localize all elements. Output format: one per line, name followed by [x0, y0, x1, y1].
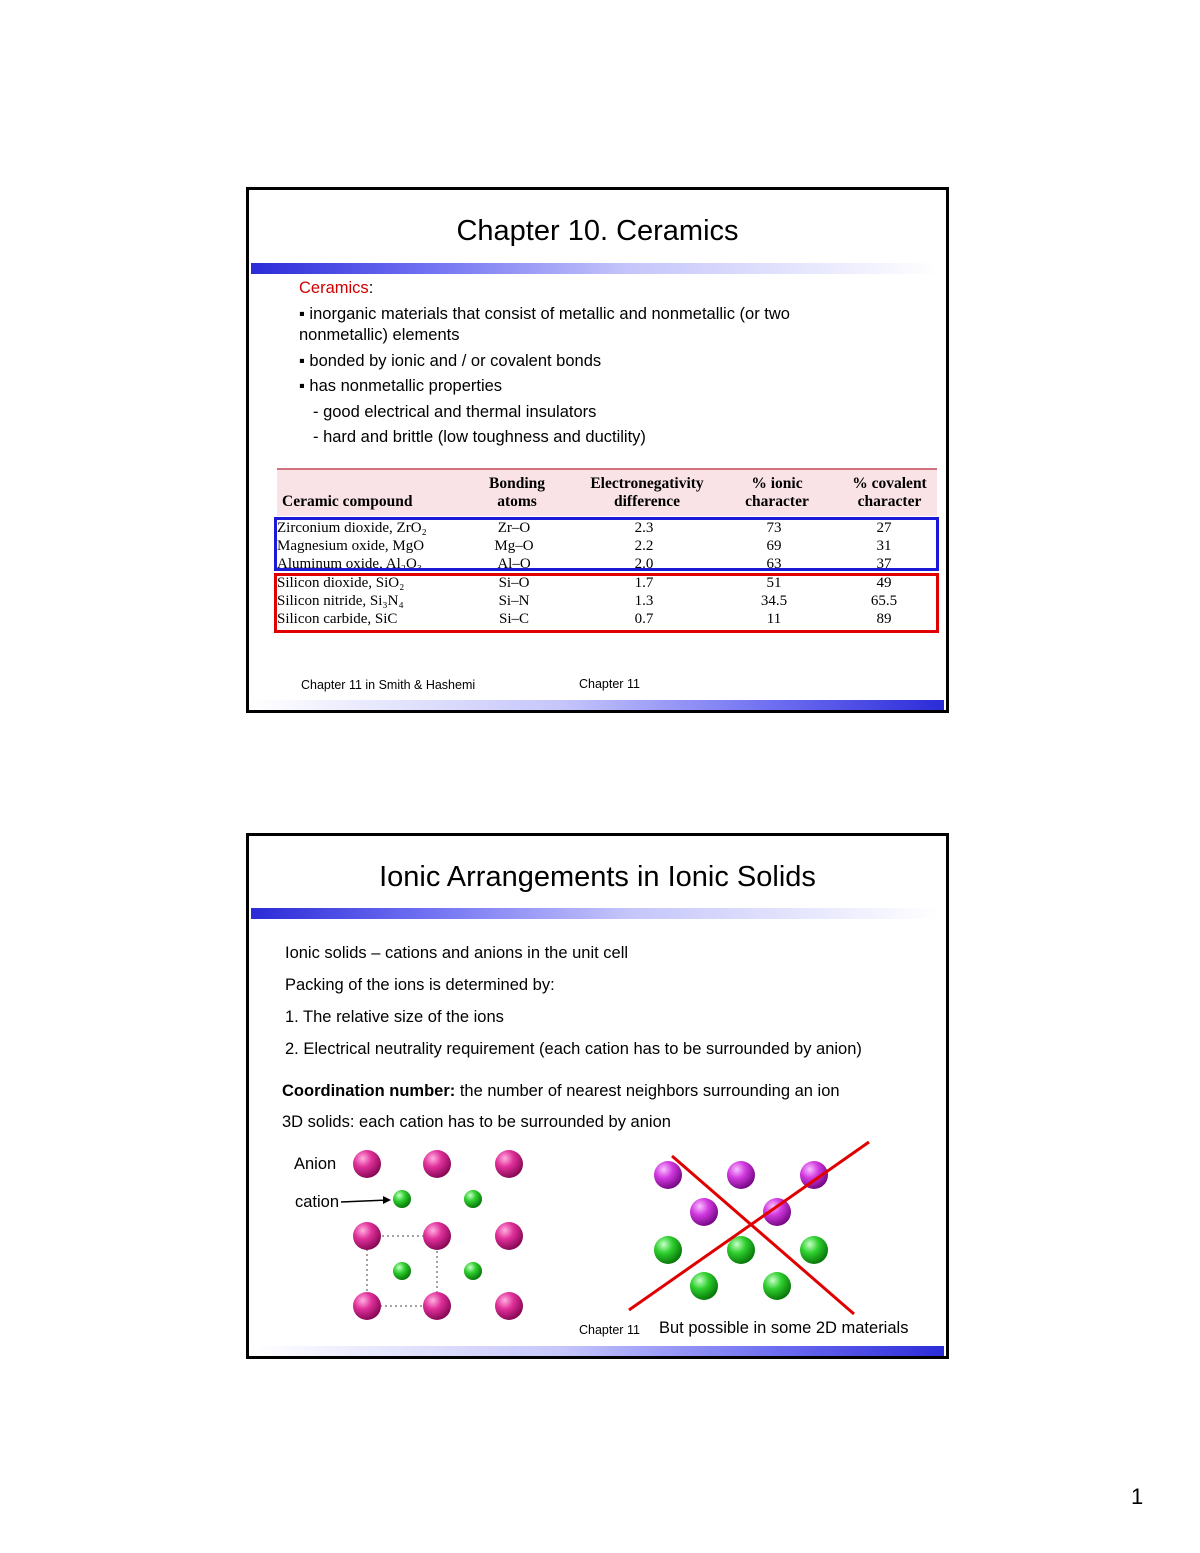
cation-sphere: [464, 1262, 482, 1280]
text-line: Ionic solids – cations and anions in the unit cell: [285, 944, 629, 962]
definition-heading: Ceramics:: [299, 279, 374, 297]
ceramics-definition: [299, 276, 790, 451]
anion-sphere: [654, 1161, 682, 1189]
anion-sphere: [727, 1161, 755, 1189]
table-row: Silicon carbide, SiC Si–C 0.7 11 89: [277, 611, 892, 627]
footer-chapter: Chapter 11: [579, 1323, 640, 1337]
header-electronegativity: Electronegativity: [590, 475, 704, 492]
anion-label: Anion: [294, 1155, 337, 1173]
title-underline-bar: [251, 263, 938, 274]
header-ionic: % ionic: [751, 475, 803, 492]
table-row: Magnesium oxide, MgO Mg–O 2.2 69 31: [277, 538, 892, 554]
page-number: 1: [1131, 1484, 1144, 1509]
cation-sphere: [763, 1272, 791, 1300]
header-difference: difference: [614, 493, 680, 510]
anion-sphere: [423, 1222, 451, 1250]
slide-title: Chapter 10. Ceramics: [456, 215, 739, 247]
cation-sphere: [464, 1190, 482, 1208]
text-line: Packing of the ions is determined by:: [285, 976, 555, 994]
sub-bullet-line: - hard and brittle (low toughness and ductility): [313, 428, 646, 446]
cation-pointer-arrowhead: [383, 1196, 391, 1204]
bullet-line: nonmetallic) elements: [299, 326, 460, 344]
text-line: 1. The relative size of the ions: [285, 1008, 504, 1026]
footer-bar: [251, 700, 944, 710]
bullet-line: ▪ inorganic materials that consist of metallic and nonmetallic (or two: [299, 304, 790, 323]
anion-sphere: [353, 1222, 381, 1250]
anion-sphere: [495, 1150, 523, 1178]
table-row: Zirconium dioxide, ZrO₂ Zr–O 2.3 73 27: [277, 520, 892, 536]
slide-title: Ionic Arrangements in Ionic Solids: [379, 861, 816, 893]
header-ceramic-compound: Ceramic compound: [282, 493, 413, 510]
footer-reference: Chapter 11 in Smith & Hashemi: [301, 678, 476, 692]
text-line: 2. Electrical neutrality requirement (each cation has to be surrounded by anion): [285, 1040, 862, 1058]
header-covalent-character: character: [857, 493, 922, 510]
ionic-group-highlight: [274, 517, 939, 571]
cation-sphere: [654, 1236, 682, 1264]
anion-sphere: [495, 1292, 523, 1320]
table-row: Silicon nitride, Si₃N₄ Si–N 1.3 34.5 65.5: [277, 593, 898, 609]
anion-sphere: [423, 1292, 451, 1320]
anion-sphere: [353, 1292, 381, 1320]
slide-ionic-arrangements: [246, 833, 949, 1359]
header-atoms: atoms: [497, 493, 537, 510]
ceramics-label: Ceramics: [299, 279, 369, 297]
header-covalent: % covalent: [852, 475, 927, 492]
table-row: Aluminum oxide, Al₂O₃ Al–O 2.0 63 37: [277, 556, 892, 572]
sub-bullet-line: - good electrical and thermal insulators: [313, 402, 597, 421]
table-row: Silicon dioxide, SiO₂ Si–O 1.7 51 49: [277, 575, 892, 591]
cation-sphere: [393, 1190, 411, 1208]
solids-3d-line: 3D solids: each cation has to be surrounded by anion: [282, 1113, 671, 1131]
cation-sphere: [690, 1272, 718, 1300]
cation-sphere: [393, 1262, 411, 1280]
covalent-group-highlight: [274, 573, 939, 633]
header-bonding: Bonding: [488, 475, 545, 492]
anion-sphere: [495, 1222, 523, 1250]
bullet-line: ▪ bonded by ionic and / or covalent bonds: [299, 351, 602, 370]
coordination-label: Coordination number:: [282, 1082, 456, 1100]
coordination-line: Coordination number: the number of nearest neighbors surrounding an ion: [282, 1082, 840, 1100]
anion-sphere: [423, 1150, 451, 1178]
note-2d-materials: But possible in some 2D materials: [659, 1319, 909, 1337]
header-ionic-character: character: [745, 493, 809, 510]
slide-ceramics: [246, 187, 949, 713]
cation-label: cation: [295, 1193, 340, 1211]
footer-chapter: Chapter 11: [579, 677, 640, 691]
anion-sphere: [690, 1198, 718, 1226]
cation-pointer-line: [341, 1200, 389, 1202]
cation-sphere: [800, 1236, 828, 1264]
ion-diagrams: [249, 836, 946, 1356]
bullet-line: ▪ has nonmetallic properties: [299, 377, 503, 395]
table-header: [277, 468, 937, 516]
anion-sphere: [353, 1150, 381, 1178]
footer-bar: [251, 1346, 944, 1356]
